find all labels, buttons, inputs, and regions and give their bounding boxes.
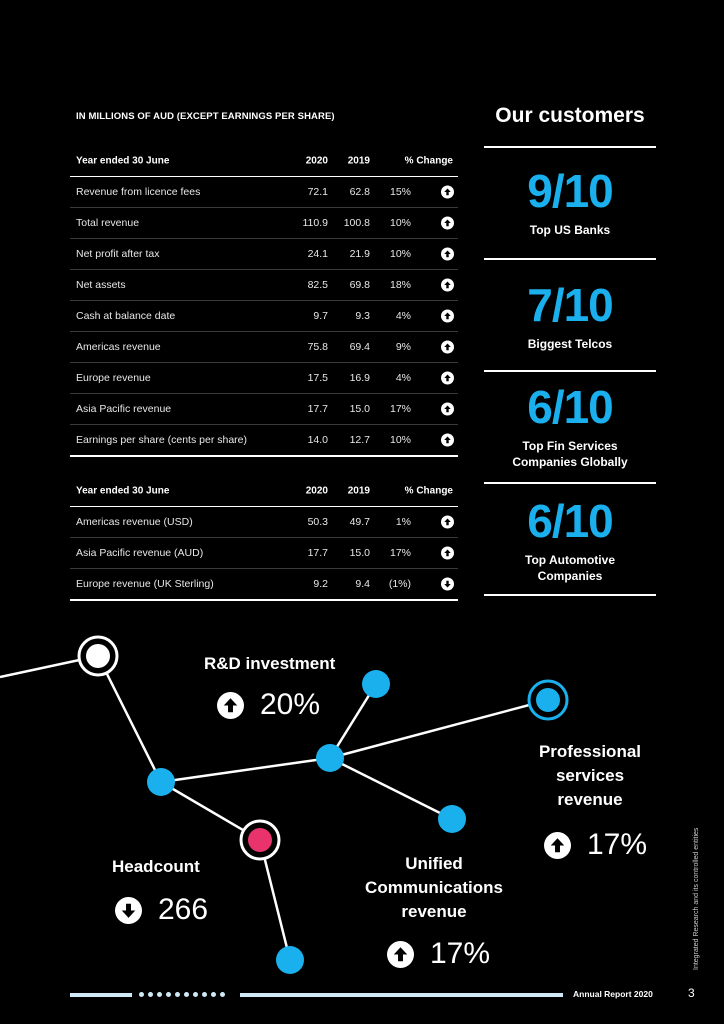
customers-title: Our customers <box>495 104 645 127</box>
up-arrow-icon <box>217 692 252 719</box>
row-label: Net profit after tax <box>76 248 160 260</box>
row-label: Europe revenue (UK Sterling) <box>76 578 214 590</box>
value-change: 10% <box>389 248 411 260</box>
table-row <box>70 569 458 601</box>
rnd-title: R&D investment <box>204 654 336 673</box>
up-arrow-icon <box>441 372 454 385</box>
header-2020: 2020 <box>305 155 328 167</box>
value-2020: 24.1 <box>307 248 328 260</box>
value-2020: 9.2 <box>313 578 328 590</box>
table-row <box>70 507 458 538</box>
customer-stat-value: 6/10 <box>527 381 613 433</box>
network-edge <box>98 656 161 782</box>
table-row <box>70 239 458 270</box>
headcount-stat <box>115 893 208 927</box>
up-arrow-icon <box>441 516 454 529</box>
headcount-title: Headcount <box>112 857 200 876</box>
up-arrow-icon <box>441 248 454 261</box>
up-arrow-icon <box>441 547 454 560</box>
network-node-core <box>86 644 110 668</box>
row-label: Net assets <box>76 279 126 291</box>
value-2019: 69.4 <box>349 341 370 353</box>
network-node-core <box>248 828 272 852</box>
row-label: Cash at balance date <box>76 310 176 322</box>
customer-stat <box>484 165 656 238</box>
value-change: 9% <box>395 341 411 353</box>
network-node <box>276 946 304 974</box>
customer-stat <box>484 495 656 584</box>
down-arrow-icon <box>115 897 150 924</box>
down-arrow-icon <box>441 578 454 591</box>
table-header-row <box>70 146 458 177</box>
divider <box>484 258 656 260</box>
value-change: 4% <box>395 372 411 384</box>
value-2020: 9.7 <box>313 310 328 322</box>
value-2019: 69.8 <box>349 279 370 291</box>
table-row <box>70 177 458 208</box>
value-2019: 15.0 <box>349 403 370 415</box>
customer-stat <box>484 381 656 470</box>
table-row <box>70 301 458 332</box>
value-2020: 75.8 <box>307 341 328 353</box>
table-row <box>70 425 458 457</box>
row-label: Asia Pacific revenue (AUD) <box>76 547 204 559</box>
up-arrow-icon <box>441 279 454 292</box>
professional-stat <box>544 828 647 862</box>
value-change: 10% <box>389 217 411 229</box>
title-line: Communications <box>365 878 503 897</box>
divider <box>484 146 656 148</box>
up-arrow-icon <box>441 217 454 230</box>
header-label: Year ended 30 June <box>76 155 170 167</box>
table-row <box>70 332 458 363</box>
value-change: (1%) <box>388 578 411 590</box>
up-arrow-icon <box>441 403 454 416</box>
network-node-core <box>536 688 560 712</box>
divider <box>484 594 656 596</box>
row-label: Europe revenue <box>76 372 151 384</box>
header-2020: 2020 <box>305 485 328 497</box>
value-2020: 50.3 <box>307 516 328 528</box>
up-arrow-icon <box>441 310 454 323</box>
value-change: 4% <box>395 310 411 322</box>
up-arrow-icon <box>544 832 579 859</box>
professional-value: 17% <box>587 828 648 861</box>
header-2019: 2019 <box>347 155 370 167</box>
title-line: Professional <box>538 742 642 761</box>
header-change: % Change <box>404 485 453 497</box>
up-arrow-icon <box>387 941 422 968</box>
customer-stat <box>484 279 656 352</box>
table-row <box>70 270 458 301</box>
rnd-value: 20% <box>260 688 321 721</box>
up-arrow-icon <box>441 186 454 199</box>
unified-value: 17% <box>430 937 491 970</box>
table-header-row <box>70 476 458 507</box>
value-2019: 16.9 <box>349 372 370 384</box>
customer-stat-value: 7/10 <box>527 279 613 331</box>
up-arrow-icon <box>441 434 454 447</box>
professional-title <box>520 740 660 812</box>
table-row <box>70 394 458 425</box>
value-2020: 110.9 <box>302 217 328 229</box>
value-2019: 9.3 <box>355 310 370 322</box>
value-2020: 17.7 <box>307 403 328 415</box>
footer-label: Annual Report 2020 <box>573 989 653 999</box>
unified-stat <box>387 937 490 971</box>
customer-stat-label: Biggest Telcos <box>527 337 613 351</box>
side-note: Integrated Research and its controlled entities <box>693 827 700 970</box>
title-line: services <box>555 766 625 785</box>
value-2019: 12.7 <box>349 434 370 446</box>
footer-dots <box>139 992 225 997</box>
value-2019: 62.8 <box>349 186 370 198</box>
table-row <box>70 208 458 239</box>
value-change: 17% <box>389 403 411 415</box>
header-2019: 2019 <box>347 485 370 497</box>
title-line: Unified <box>405 854 463 873</box>
value-change: 17% <box>389 547 411 559</box>
up-arrow-icon <box>441 341 454 354</box>
header-change: % Change <box>404 155 453 167</box>
row-label: Revenue from licence fees <box>76 186 201 198</box>
divider <box>484 370 656 372</box>
row-label: Earnings per share (cents per share) <box>76 434 247 446</box>
network-node <box>147 768 175 796</box>
headcount-value: 266 <box>158 893 209 926</box>
financial-table <box>70 146 458 457</box>
header-label: Year ended 30 June <box>76 485 170 497</box>
title-line: revenue <box>557 790 623 809</box>
table-row <box>70 538 458 569</box>
table-heading: IN MILLIONS OF AUD (EXCEPT EARNINGS PER SHARE) <box>76 111 335 122</box>
value-change: 1% <box>395 516 411 528</box>
customer-stat-value: 6/10 <box>527 495 613 547</box>
row-label: Americas revenue <box>76 341 161 353</box>
network-node <box>316 744 344 772</box>
network-edge <box>330 700 548 758</box>
divider <box>484 482 656 484</box>
value-2020: 17.5 <box>307 372 328 384</box>
footer-bar <box>70 993 132 997</box>
value-2020: 14.0 <box>307 434 328 446</box>
network-edge <box>330 758 452 819</box>
customer-stat-value: 9/10 <box>527 165 613 217</box>
network-edge <box>161 758 330 782</box>
value-change: 15% <box>389 186 411 198</box>
value-2020: 82.5 <box>307 279 328 291</box>
page-number: 3 <box>688 986 695 1000</box>
value-2020: 72.1 <box>307 186 328 198</box>
value-change: 10% <box>389 434 411 446</box>
value-2019: 9.4 <box>355 578 370 590</box>
row-label: Americas revenue (USD) <box>76 516 193 528</box>
title-line: revenue <box>401 902 467 921</box>
value-2020: 17.7 <box>307 547 328 559</box>
network-node <box>438 805 466 833</box>
row-label: Asia Pacific revenue <box>76 403 172 415</box>
network-node <box>362 670 390 698</box>
customer-stat-label: Top US Banks <box>529 223 611 237</box>
value-2019: 21.9 <box>349 248 370 260</box>
row-label: Total revenue <box>76 217 140 229</box>
value-change: 18% <box>389 279 411 291</box>
customer-stat-label: Top Fin Services Companies Globally <box>512 439 628 469</box>
footer-bar <box>240 993 563 997</box>
customer-stat-label: Top Automotive Companies <box>525 553 615 583</box>
currency-table <box>70 476 458 601</box>
table-row <box>70 363 458 394</box>
value-2019: 49.7 <box>349 516 370 528</box>
value-2019: 15.0 <box>349 547 370 559</box>
rnd-stat <box>217 688 320 722</box>
value-2019: 100.8 <box>343 217 370 229</box>
unified-title <box>354 852 514 924</box>
